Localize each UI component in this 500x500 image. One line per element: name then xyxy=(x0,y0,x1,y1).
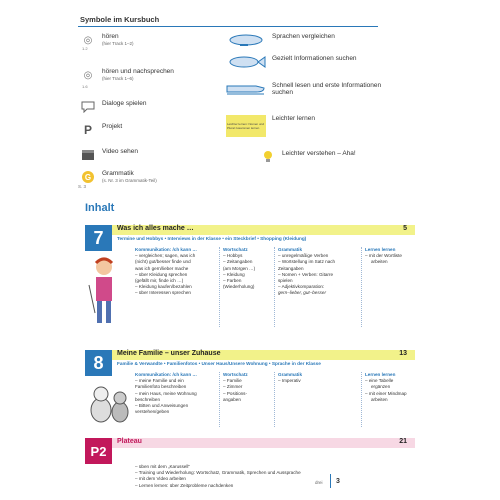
cd-speak-icon: ◎ xyxy=(83,69,93,81)
col-item: – Zeitangaben xyxy=(223,259,253,265)
col-item: – Zimmer xyxy=(223,384,243,390)
col-heading: Kommunikation: /ch kann … xyxy=(135,372,198,377)
col-item: Zeitangaben xyxy=(278,265,304,271)
column-divider xyxy=(219,372,220,427)
col-heading: Lernen lernen xyxy=(365,247,396,252)
col-heading: Wortschatz xyxy=(223,247,248,252)
col-heading: Kommunikation: /ch kann … xyxy=(135,247,198,252)
col-item: – unregelmäßige Verben xyxy=(278,253,329,259)
grammar-g-icon xyxy=(80,170,96,184)
column-divider xyxy=(361,247,362,327)
symbol-label: Dialoge spielen xyxy=(102,100,147,107)
unit-number: 8 xyxy=(85,350,112,376)
symbol-sub: (hier Track 1–2) xyxy=(102,41,134,46)
symbols-rule xyxy=(78,26,378,27)
plateau-list xyxy=(135,464,415,489)
col-item: – Adjektivkomparation: xyxy=(278,284,325,290)
column-divider xyxy=(274,247,275,327)
col-grammatik xyxy=(278,247,360,297)
column-divider xyxy=(219,247,220,327)
col-item: verstehen/geben xyxy=(135,409,170,415)
col-item: – meine Familie und ein xyxy=(135,378,184,384)
symbol-grammatik xyxy=(80,170,157,184)
symbol-label: Leichter verstehen – Aha! xyxy=(282,150,356,157)
speech-bubble-icon xyxy=(80,100,96,114)
col-lernen xyxy=(365,247,415,266)
symbol-label: hören xyxy=(102,33,119,40)
symbol-hoeren xyxy=(80,33,134,47)
col-item: (nicht) gut/besser finde und xyxy=(135,259,191,265)
symbol-video xyxy=(80,148,138,162)
col-heading: Grammatik xyxy=(278,247,303,252)
unit-number: 7 xyxy=(85,225,112,251)
col-item: – Wortstellung im Satz nach xyxy=(278,259,336,265)
symbol-schnell-lesen xyxy=(226,82,382,96)
col-item: – Nomen + Verben: Gitarre xyxy=(278,271,334,277)
symbol-label: Schnell lesen und erste Informationen suchen xyxy=(272,82,382,96)
symbol-label: hören und nachsprechen xyxy=(102,68,174,75)
col-item: – eine Tabelle xyxy=(365,378,394,384)
plateau-item: – Lernen lernen: über Zeitprobleme nachdenken xyxy=(135,482,234,488)
plateau-item: – mit dem Video arbeiten xyxy=(135,476,186,482)
col-item: arbeiten xyxy=(371,396,388,402)
zeppelin-icon xyxy=(226,33,266,47)
col-heading: Grammatik xyxy=(278,372,303,377)
col-item: gern–lieber, gut–besser xyxy=(278,290,327,296)
symbol-leichter-verstehen xyxy=(260,150,356,164)
plateau-item: – üben mit dem „Karussell“ xyxy=(135,464,190,469)
col-item: Familienfoto beschreiben xyxy=(135,384,187,390)
contents-heading: Inhalt xyxy=(85,202,115,214)
symbol-sub: (s. Nr. 3 im Grammatik-Teil) xyxy=(102,178,157,183)
col-item: – Kleidung kaufen/bezahlen xyxy=(135,284,192,290)
unit-title: Was ich alles mache … xyxy=(117,225,194,232)
col-item: – Familie xyxy=(223,378,242,384)
clapperboard-icon xyxy=(80,148,96,162)
col-item: – über Kleidung sprechen xyxy=(135,271,188,277)
symbol-label: Video sehen xyxy=(102,148,139,155)
col-item: – mein Haus, meine Wohnung xyxy=(135,390,197,396)
col-wortschatz xyxy=(223,372,273,403)
symbol-label: Gezielt Informationen suchen xyxy=(272,55,357,62)
svg-text:G: G xyxy=(84,173,92,182)
symbol-hoeren-nachsprechen xyxy=(80,68,174,82)
col-item: was ich gern/lieber mache xyxy=(135,265,189,271)
col-item: angaben xyxy=(223,396,241,402)
note-card-text: Leichter lernen: Nomen und Plural zusammen lernen xyxy=(227,122,265,130)
col-item: beschreiben xyxy=(135,396,161,402)
unit-number: P2 xyxy=(85,438,112,464)
symbol-sub: (hier Track 1–6) xyxy=(102,76,134,81)
unit-title: Meine Familie – unser Zuhause xyxy=(117,350,221,357)
project-p-icon: P xyxy=(83,123,92,137)
col-item: ergänzen xyxy=(371,384,391,390)
unit-page: 13 xyxy=(399,350,407,357)
col-kommunikation xyxy=(135,247,215,297)
col-item: – mit einer Mindmap xyxy=(365,390,407,396)
col-item: – über Interessen sprechen xyxy=(135,290,191,296)
col-item: (gefällt mir, finde ich …) xyxy=(135,278,184,284)
symbol-leichter-lernen xyxy=(226,115,315,137)
unit-8 xyxy=(85,350,415,430)
symbols-title: Symbole im Kursbuch xyxy=(80,15,160,24)
symbol-label: Grammatik xyxy=(102,170,134,177)
grammar-ref: S. 3 xyxy=(78,184,87,189)
col-item: – Farben xyxy=(223,278,242,284)
symbol-label: Projekt xyxy=(102,123,123,130)
footer-word: drei xyxy=(315,480,323,485)
col-wortschatz xyxy=(223,247,273,290)
plateau-item: – Training und Wiederholung: Wortschatz, Grammatik, Sprechen und Aussprache xyxy=(135,470,301,476)
footer-page: 3 xyxy=(336,478,340,485)
train-icon xyxy=(226,82,266,96)
track-number: 1.6 xyxy=(82,84,88,89)
col-lernen xyxy=(365,372,415,403)
col-item: – Hobbys xyxy=(223,253,243,259)
column-divider xyxy=(274,372,275,427)
unit-page: 5 xyxy=(403,225,407,232)
col-item: – Positions- xyxy=(223,390,248,396)
unit-subtitle: Termine und Hobbys • Interviews in der Klasse • ein Steckbrief • Shopping (Kleidung) xyxy=(117,236,307,241)
col-item: – Imperativ xyxy=(278,378,301,384)
unit-7 xyxy=(85,225,415,345)
col-item: spielen xyxy=(278,278,293,284)
col-item: (Wiederholung) xyxy=(223,284,255,290)
col-item: – Bitten und Anweisungen xyxy=(135,403,189,409)
cd-icon: ◎ xyxy=(83,34,93,46)
lightbulb-icon xyxy=(260,150,276,164)
col-item: – Kleidung xyxy=(223,271,245,277)
note-card-icon xyxy=(226,115,266,137)
unit-illustration xyxy=(87,380,131,426)
col-item: arbeiten xyxy=(371,259,388,265)
col-heading: Wortschatz xyxy=(223,372,248,377)
symbol-projekt xyxy=(80,123,122,137)
column-divider xyxy=(361,372,362,427)
symbol-dialoge xyxy=(80,100,146,114)
symbol-label: Sprachen vergleichen xyxy=(272,33,335,40)
unit-illustration xyxy=(87,255,121,331)
col-item: – vergleichen; sagen, was ich xyxy=(135,253,196,259)
unit-plateau xyxy=(85,438,415,488)
unit-subtitle: Familie & Verwandte • Familienfotos • Unser Haus/Unsere Wohnung • Sprache in der Klasse xyxy=(117,361,321,366)
col-kommunikation xyxy=(135,372,215,415)
symbol-gezielt xyxy=(226,55,357,69)
unit-page: 21 xyxy=(399,438,407,445)
unit-title: Plateau xyxy=(117,438,142,445)
track-number: 1.2 xyxy=(82,46,88,51)
symbol-sprachen xyxy=(226,33,335,47)
col-item: – mit der Wortliste xyxy=(365,253,402,259)
symbol-label: Leichter lernen xyxy=(272,115,315,122)
col-item: (am Morgen …) xyxy=(223,265,256,271)
footer-rule xyxy=(330,474,331,488)
fish-icon xyxy=(226,55,266,69)
col-grammatik xyxy=(278,372,360,384)
col-heading: Lernen lernen xyxy=(365,372,396,377)
